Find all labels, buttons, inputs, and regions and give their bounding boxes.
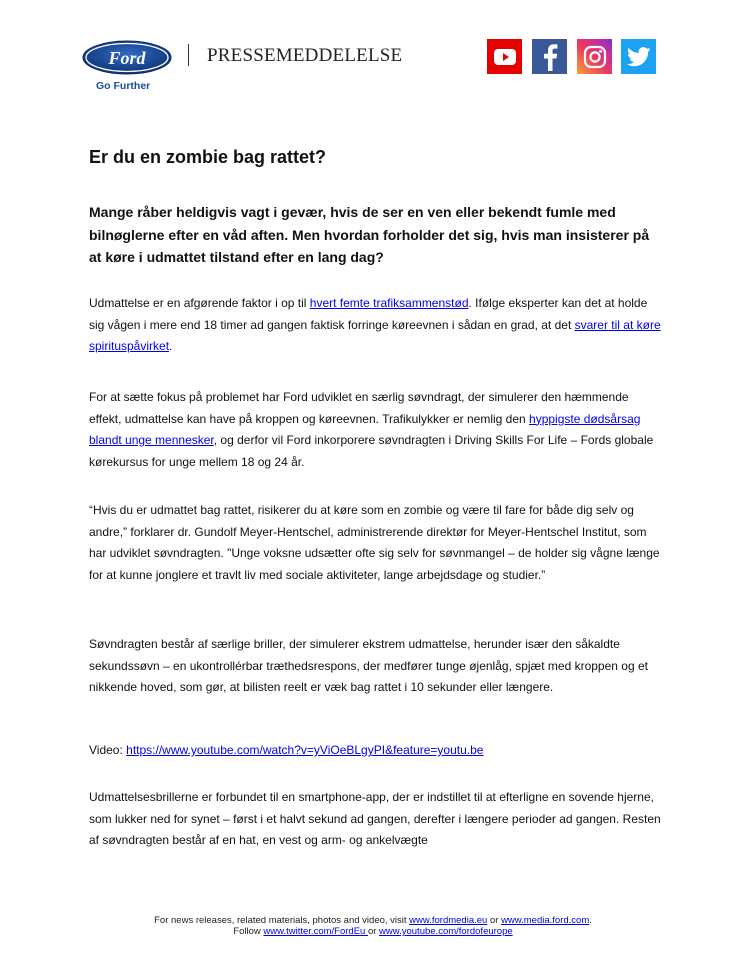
footer-link-media-ford[interactable]: www.media.ford.com — [501, 915, 590, 926]
footer-or-1: or — [487, 915, 502, 926]
youtube-button[interactable] — [487, 39, 522, 74]
paragraph-1-text-a: Udmattelse er en afgørende faktor i op til — [89, 296, 310, 310]
paragraph-3-quote: “Hvis du er udmattet bag rattet, risikerer du at køre som en zombie og være til fare for både dig selv og andre,” forklarer dr. Gundolf Meyer-Hentschel, administrerende direktør for Meyer-Hentschel Institut, som har udviklet søvndragten. "Unge voksne udsætter ofte sig selv for søvnmangel – de holder sig vågne længe for at kunne jonglere et travlt liv med sociale aktiviteter, lange arbejdsdage og studier.” — [89, 503, 660, 582]
video-link[interactable]: https://www.youtube.com/watch?v=yViOeBLgyPI&feature=youtu.be — [126, 743, 484, 757]
footer-line-2 — [0, 926, 746, 937]
ford-logo-icon — [82, 40, 172, 75]
link-trafiksammenstoed[interactable]: hvert femte trafiksammenstød — [309, 296, 469, 310]
facebook-icon — [541, 43, 559, 71]
paragraph-1-text-b: . Ifølge eksperter kan det at holde sig vågen i mere end 18 timer ad gangen faktisk forringe køreevnen i sådan en grad, at det — [89, 296, 648, 332]
link-spirituspaavirket[interactable]: svarer til at køre spirituspåvirket — [89, 317, 661, 353]
paragraph-4: Søvndragten består af særlige briller, der simulerer ekstrem udmattelse, herunder især den såkaldte sekundssøvn – en ukontrollérbar træthedsrespons, der medfører tunge øjenlåg, spjæt med kroppen og et nikkende hoved, som gør, at bilisten reelt er væk bag rattet i 10 sekunder eller længere. — [89, 637, 648, 694]
instagram-icon — [583, 45, 607, 69]
footer-link-youtube[interactable]: www.youtube.com/fordofeurope — [379, 926, 513, 937]
svg-text:Ford: Ford — [108, 48, 146, 68]
press-release-label: PRESSEMEDDELELSE — [207, 45, 403, 66]
paragraph-1-text-c: . — [169, 339, 173, 353]
footer-dot: . — [589, 915, 592, 926]
article-title: Er du en zombie bag rattet? — [89, 147, 327, 167]
footer-or-2: or — [367, 926, 380, 937]
brand-tagline: Go Further — [96, 80, 151, 92]
footer-link-fordmedia[interactable]: www.fordmedia.eu — [409, 915, 488, 926]
video-paragraph — [89, 740, 664, 762]
article-lead: Mange råber heldigvis vagt i gevær, hvis de ser en ven eller bekendt fumle med bilnøglerne efter en våd aften. Men hvordan forholder det sig, hvis man insisterer på at køre i udmattet tilstand efter en lang dag? — [89, 204, 650, 265]
instagram-button[interactable] — [577, 39, 612, 74]
twitter-icon — [627, 47, 651, 67]
video-label: Video: — [89, 743, 127, 757]
paragraph-1 — [89, 293, 664, 358]
footer-line-1 — [0, 915, 746, 926]
paragraph-2-text-b: , og derfor vil Ford inkorporere søvndragten i Driving Skills For Life – Fords globale kørekursus for unge mellem 18 og 24 år. — [89, 433, 654, 469]
paragraph-5: Udmattelsesbrillerne er forbundet til en smartphone-app, der er indstillet til at efterligne en sovende hjerne, som lukker ned for synet – først i et halvt sekund ad gangen, derefter i længere perioder ad gangen. Resten af søvndragten består af en hat, en vest og arm- og ankelvægte — [89, 790, 661, 847]
facebook-button[interactable] — [532, 39, 567, 74]
twitter-button[interactable] — [621, 39, 656, 74]
paragraph-2 — [89, 387, 664, 473]
footer-text-2: Follow — [233, 926, 264, 937]
footer-link-twitter[interactable]: www.twitter.com/FordEu — [263, 926, 368, 937]
header-divider — [188, 44, 189, 66]
footer-text-1: For news releases, related materials, photos and video, visit — [154, 915, 410, 926]
link-doedsaarsag[interactable]: hyppigste dødsårsag blandt unge mennesker — [89, 411, 641, 447]
youtube-icon — [494, 49, 516, 65]
paragraph-2-text-a: For at sætte fokus på problemet har Ford udviklet en særlig søvndragt, der simulerer den hæmmende effekt, udmattelse kan have på kroppen og køreevnen. Trafikulykker er nemlig den — [89, 390, 629, 426]
